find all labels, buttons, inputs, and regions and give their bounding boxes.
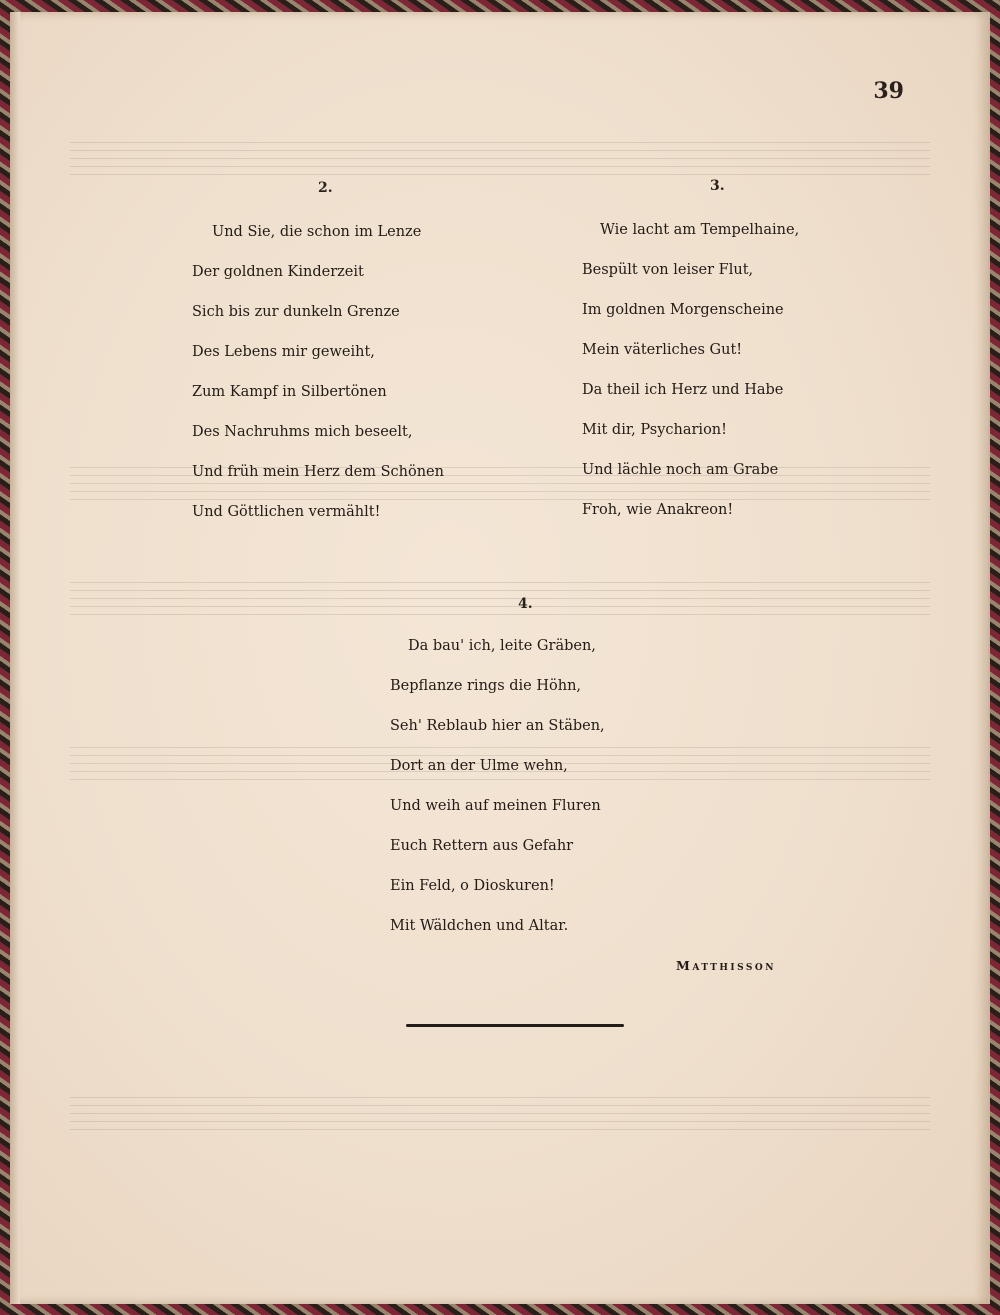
verse-line: Euch Rettern aus Gefahr	[390, 838, 574, 854]
verse-line: Im goldnen Morgenscheine	[582, 302, 784, 318]
stanza-4	[390, 636, 605, 946]
verse-line: Da theil ich Herz und Habe	[582, 382, 784, 398]
verse-line: Des Lebens mir geweiht,	[192, 344, 375, 360]
verse-line: Und Göttlichen vermählt!	[192, 504, 381, 520]
verse-line: Und früh mein Herz dem Schönen	[192, 464, 444, 480]
stanza-number: 4.	[518, 596, 533, 612]
verse-line: Der goldnen Kinderzeit	[192, 264, 364, 280]
verse-line: Bespült von leiser Flut,	[582, 262, 754, 278]
verse-line: Und weih auf meinen Fluren	[390, 798, 601, 814]
verse-line: Wie lacht am Tempelhaine,	[600, 222, 800, 238]
book-page	[10, 12, 990, 1304]
bleed-through-staff	[70, 1097, 930, 1137]
bleed-through-staff	[70, 582, 930, 622]
verse-line: Bepflanze rings die Höhn,	[390, 678, 582, 694]
stanza-number: 3.	[710, 178, 725, 194]
verse-line: Zum Kampf in Silbertönen	[192, 384, 387, 400]
verse-line: Des Nachruhms mich beseelt,	[192, 424, 413, 440]
stanza-number: 2.	[318, 180, 333, 196]
stanza-3	[582, 220, 799, 540]
verse-line: Ein Feld, o Dioskuren!	[390, 878, 555, 894]
verse-line: Mit dir, Psycharion!	[582, 422, 727, 438]
page-gutter	[10, 12, 20, 1304]
verse-line: Und Sie, die schon im Lenze	[212, 224, 422, 240]
verse-line: Froh, wie Anakreon!	[582, 502, 734, 518]
verse-line: Sich bis zur dunkeln Grenze	[192, 304, 400, 320]
verse-line: Und lächle noch am Grabe	[582, 462, 779, 478]
verse-line: Mein väterliches Gut!	[582, 342, 743, 358]
verse-line: Seh' Reblaub hier an Stäben,	[390, 718, 605, 734]
verse-line: Mit Wäldchen und Altar.	[390, 918, 569, 934]
bleed-through-staff	[70, 142, 930, 182]
closing-rule	[406, 1024, 624, 1027]
author-signature: Matthisson	[676, 958, 776, 973]
page-number: 39	[873, 78, 904, 104]
verse-line: Dort an der Ulme wehn,	[390, 758, 568, 774]
verse-line: Da bau' ich, leite Gräben,	[408, 638, 596, 654]
stanza-2	[192, 222, 444, 542]
